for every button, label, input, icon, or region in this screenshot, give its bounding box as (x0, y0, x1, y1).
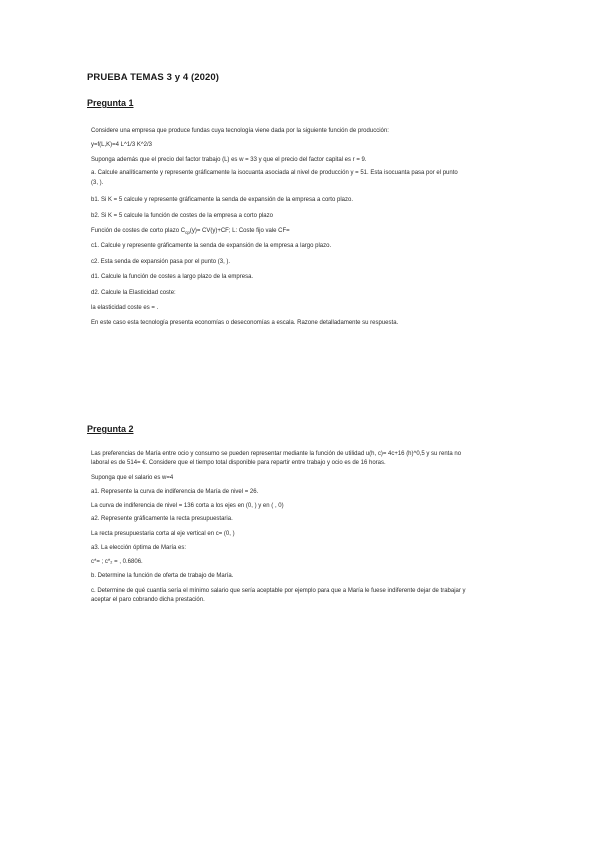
document-title: PRUEBA TEMAS 3 y 4 (2020) (87, 72, 220, 83)
q1-short-run-cost-rest: (y)= CV(y)+CF; L: Coste fijo vale CF= (189, 228, 290, 234)
question-2-heading: Pregunta 2 (87, 424, 134, 434)
q2-part-a1: a1. Represente la curva de indiferencia de María de nivel = 26. (91, 489, 259, 495)
q2-part-b: b. Determine la función de oferta de trabajo de María. (91, 573, 234, 579)
q2-intro-1: Las preferencias de María entre ocio y consumo se pueden representar mediante la función de utilidad u(h, c)= 4c+16 (h)^0,5 y su renta no (91, 451, 462, 457)
q1-part-c1: c1. Calcule y represente gráficamente la senda de expansión de la empresa a largo plazo. (91, 243, 332, 249)
q2-part-a3: a3. La elección óptima de María es: (91, 545, 187, 551)
q1-production-function: y=f(L,K)=4 L^1/3 K^2/3 (91, 142, 152, 148)
q1-elasticity: la elasticidad coste es = . (91, 305, 159, 311)
q2-budget-line: La recta presupuestaria corta al eje vertical en c= (0, ) (91, 531, 235, 537)
q2-intro-2: laboral es de 514= €. Considere que el tiempo total disponible para repartir entre trabajo y ocio es de 16 horas. (91, 460, 386, 466)
q1-part-a: a. Calcule analíticamente y represente gráficamente la isocuanta asociada al nivel de producción y = 51. Esta isocuanta pasa por el punto (91, 170, 458, 176)
q1-short-run-cost-subscript: cp (185, 230, 190, 236)
q1-intro: Considere una empresa que produce fundas cuya tecnología viene dada por la siguiente función de producción: (91, 128, 389, 134)
q2-indifference-intercepts: La curva de indiferencia de nivel = 136 corta a los ejes en (0, ) y en ( , 0) (91, 503, 284, 509)
q1-economies-of-scale: En este caso esta tecnología presenta economías o deseconomías a escala. Razone detalladamente su respuesta. (91, 320, 399, 326)
q1-part-d2: d2. Calcule la Elasticidad coste: (91, 290, 176, 296)
q1-part-a-point: (3, ). (91, 180, 104, 186)
q1-part-b1: b1. Si K = 5 calcule y represente gráficamente la senda de expansión de la empresa a corto plazo. (91, 197, 353, 203)
q1-short-run-cost (91, 228, 290, 236)
q2-part-c-1: c. Determine de qué cuantía sería el mínimo salario que sería aceptable por ejemplo para que a María le fuese indiferente dejar de trabajar y (91, 588, 466, 594)
q1-short-run-cost-label: Función de costes de corto plazo C (91, 228, 186, 234)
question-1-heading: Pregunta 1 (87, 98, 134, 108)
q2-wage: Suponga que el salario es w=4 (91, 475, 174, 481)
q1-part-d1: d1. Calcule la función de costes a largo plazo de la empresa. (91, 274, 254, 280)
q1-part-c2: c2. Esta senda de expansión pasa por el punto (3, ). (91, 259, 231, 265)
q2-part-a2: a2. Represente gráficamente la recta presupuestaria. (91, 516, 233, 522)
q2-part-c-2: aceptar el paro cobrando dicha prestación. (91, 597, 205, 603)
q2-optimal-choice: c*= ; c*₂ = , 0.6806. (91, 559, 143, 565)
q1-part-b2: b2. Si K = 5 calcule la función de costes de la empresa a corto plazo (91, 213, 273, 219)
q1-prices: Suponga además que el precio del factor trabajo (L) es w = 33 y que el precio del factor capital es r = 9. (91, 157, 367, 163)
